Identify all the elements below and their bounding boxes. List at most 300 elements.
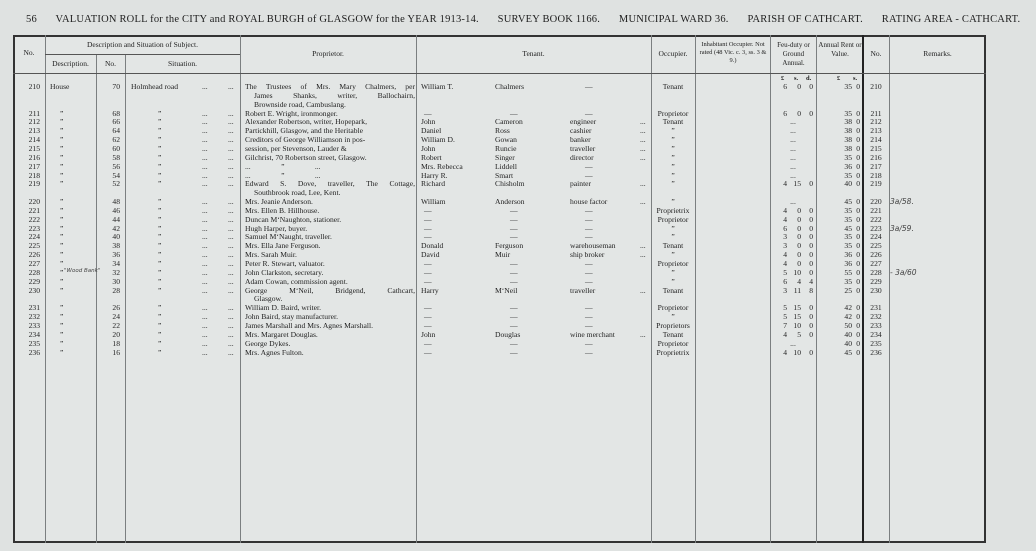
situation: ” — [158, 241, 162, 251]
feu-pounds: 5 — [783, 267, 787, 277]
tenant-surname: Runcie — [495, 143, 517, 153]
entry-number-right: 235 — [870, 338, 882, 348]
situation-dots: ... — [202, 82, 208, 91]
rent-pounds: 35 — [844, 241, 852, 251]
description: ” — [60, 197, 64, 207]
situation-dots: ... — [202, 126, 208, 136]
tenant-occupation: house factor — [570, 197, 608, 207]
situation-dots: ... — [228, 205, 234, 215]
entry-number-right: 214 — [870, 135, 882, 145]
tenant-first-name: Robert — [421, 152, 442, 162]
description: ” — [60, 232, 64, 242]
street-number: 36 — [112, 250, 120, 260]
feu-shillings: 11 — [793, 285, 801, 295]
feu-shillings: 15 — [793, 179, 801, 189]
entry-number-right: 218 — [870, 170, 882, 180]
feu-dots: ... — [790, 143, 796, 153]
tenant-first-name: — — [424, 320, 432, 330]
entry-number: 227 — [28, 259, 40, 268]
header-occupier: Occupier. — [658, 49, 688, 58]
rent-shillings: 0 — [856, 312, 860, 322]
rent-pounds: 35 — [844, 214, 852, 224]
tenant-first-name: — — [424, 223, 432, 233]
tenant-occupation: — — [585, 161, 593, 171]
column-rule — [889, 35, 890, 543]
feu-shillings: 5 — [797, 329, 801, 339]
rent-pounds: 35 — [844, 152, 852, 162]
street-number: 34 — [112, 259, 120, 268]
description: ” — [60, 276, 64, 286]
situation-dots: ... — [228, 347, 234, 357]
tenant-surname: Smart — [495, 170, 514, 180]
tenant-first-name: Donald — [421, 241, 444, 251]
street-number: 62 — [112, 135, 120, 145]
situation-dots: ... — [202, 312, 208, 322]
tenant-dots: ... — [640, 241, 646, 251]
occupier: ” — [671, 250, 675, 260]
rent-pounds: 50 — [844, 320, 852, 330]
description: ” — [60, 179, 64, 189]
tenant-first-name: Richard — [421, 179, 446, 189]
feu-pence: 8 — [809, 285, 813, 295]
feu-pounds: 4 — [783, 347, 787, 357]
proprietor-line: Brownside road, Cambuslang. — [254, 99, 346, 109]
feu-shillings: 10 — [793, 320, 801, 330]
description: House — [50, 82, 70, 91]
occupier: ” — [671, 232, 675, 242]
proprietor-line: Glasgow. — [254, 294, 283, 304]
entry-number: 216 — [28, 152, 40, 162]
tenant-occupation: ship broker — [570, 250, 605, 260]
proprietor-line: ... ” ... — [245, 170, 321, 180]
entry-number-right: 216 — [870, 152, 882, 162]
proprietor-line: John Baird, stay manufacturer. — [245, 312, 338, 322]
tenant-occupation: — — [585, 320, 593, 330]
situation: ” — [158, 232, 162, 242]
feu-pence: 0 — [809, 259, 813, 268]
situation: ” — [158, 303, 162, 313]
column-rule — [416, 35, 417, 543]
rent-pounds: 36 — [844, 259, 852, 268]
tenant-surname: — — [510, 276, 518, 286]
street-number: 70 — [112, 82, 120, 91]
occupier: ” — [671, 312, 675, 322]
rent-pounds: 40 — [844, 179, 852, 189]
parish: PARISH OF CATHCART. — [747, 14, 863, 25]
rent-pounds: 42 — [844, 303, 852, 313]
feu-pence: 0 — [809, 329, 813, 339]
entry-number-right: 226 — [870, 250, 882, 260]
rent-shillings: 0 — [856, 205, 860, 215]
street-number: 66 — [112, 117, 120, 127]
tenant-surname: — — [510, 312, 518, 322]
rent-shillings: 0 — [856, 214, 860, 224]
entry-number: 217 — [28, 161, 40, 171]
street-number: 26 — [112, 303, 120, 313]
rent-shillings: 0 — [856, 152, 860, 162]
feu-dots: ... — [790, 161, 796, 171]
rent-pounds: 45 — [844, 197, 852, 207]
entry-number-right: 215 — [870, 143, 882, 153]
feu-shillings: 15 — [793, 312, 801, 322]
situation: ” — [158, 338, 162, 348]
description: ” — [60, 117, 64, 127]
situation-dots: ... — [228, 179, 234, 189]
tenant-first-name: William T. — [421, 82, 454, 91]
entry-number: 234 — [28, 329, 40, 339]
situation-dots: ... — [202, 276, 208, 286]
situation-dots: ... — [228, 82, 234, 91]
street-number: 40 — [112, 232, 120, 242]
entry-number-right: 210 — [870, 82, 882, 91]
proprietor-line: The Trustees of Mrs. Mary Chalmers, per — [245, 82, 415, 91]
feu-dots: ... — [790, 152, 796, 162]
tenant-occupation: director — [570, 152, 594, 162]
description: ” — [60, 347, 64, 357]
situation-dots: ... — [228, 197, 234, 207]
feu-dots: ... — [790, 170, 796, 180]
proprietor-line: Mrs. Sarah Muir. — [245, 250, 297, 260]
tenant-first-name: Harry R. — [421, 170, 448, 180]
tenant-occupation: traveller — [570, 285, 596, 295]
tenant-dots: ... — [640, 197, 646, 207]
entry-number-right: 225 — [870, 241, 882, 251]
rent-shillings: 0 — [856, 170, 860, 180]
situation-dots: ... — [228, 329, 234, 339]
column-rule — [240, 35, 241, 543]
occupier: ” — [671, 143, 675, 153]
tenant-occupation: engineer — [570, 117, 597, 127]
feu-pence: 0 — [809, 347, 813, 357]
tenant-surname: Chalmers — [495, 82, 525, 91]
situation-dots: ... — [228, 126, 234, 136]
tenant-dots: ... — [640, 143, 646, 153]
tenant-first-name: John — [421, 329, 436, 339]
tenant-surname: — — [510, 259, 518, 268]
feu-shillings: 10 — [793, 267, 801, 277]
tenant-occupation: banker — [570, 135, 591, 145]
description: ” — [60, 285, 64, 295]
situation: ” — [158, 108, 162, 118]
entry-number: 236 — [28, 347, 40, 357]
rent-shillings: 0 — [856, 161, 860, 171]
street-number: 60 — [112, 143, 120, 153]
description: ” — [60, 303, 64, 313]
situation-dots: ... — [202, 320, 208, 330]
header-inhabitant-occupier: Inhabitant Occupier. Not rated (48 Vic. c. 3, ss. 3 & 9.) — [699, 41, 767, 64]
tenant-dots: ... — [640, 329, 646, 339]
entry-number: 221 — [28, 205, 40, 215]
tenant-dots: ... — [640, 126, 646, 136]
rating-area: RATING AREA - CATHCART. — [881, 14, 1021, 25]
tenant-occupation: — — [585, 276, 593, 286]
proprietor-line: session, per Stevenson, Lauder & — [245, 143, 347, 153]
description: ” — [60, 170, 64, 180]
occupier: Proprietor — [657, 214, 689, 224]
header-annual-rent: Annual Rent or Value. — [818, 41, 862, 58]
description: ” — [60, 223, 64, 233]
rent-shillings: 0 — [856, 197, 860, 207]
tenant-surname: Anderson — [495, 197, 525, 207]
tenant-dots: ... — [640, 285, 646, 295]
feu-pounds: 4 — [783, 250, 787, 260]
situation-dots: ... — [228, 232, 234, 242]
feu-pounds: 4 — [783, 329, 787, 339]
entry-number: 211 — [28, 108, 40, 118]
unit-pounds: £ — [837, 75, 841, 82]
tenant-surname: Cameron — [495, 117, 523, 127]
feu-pence: 0 — [809, 250, 813, 260]
tenant-occupation: — — [585, 232, 593, 242]
entry-number-right: 230 — [870, 285, 882, 295]
rent-pounds: 45 — [844, 223, 852, 233]
column-rule — [816, 35, 817, 543]
proprietor-line: Duncan M‘Naughton, stationer. — [245, 214, 342, 224]
feu-dots: ... — [790, 135, 796, 145]
description: ” — [60, 241, 64, 251]
situation-dots: ... — [228, 241, 234, 251]
entry-number-right: 228 — [870, 267, 882, 277]
situation-dots: ... — [228, 320, 234, 330]
feu-shillings: 0 — [797, 108, 801, 118]
description: ” — [60, 312, 64, 322]
street-number: 38 — [112, 241, 120, 251]
tenant-first-name: — — [424, 347, 432, 357]
situation-dots: ... — [202, 143, 208, 153]
tenant-surname: — — [510, 214, 518, 224]
description: ” — [60, 267, 64, 277]
street-number: 24 — [112, 312, 120, 322]
description: ” — [60, 320, 64, 330]
entry-number-right: 234 — [870, 329, 882, 339]
proprietor-line: Hugh Harper, buyer. — [245, 223, 308, 233]
occupier: Tenant — [662, 82, 684, 91]
tenant-occupation: — — [585, 303, 593, 313]
occupier: ” — [671, 135, 675, 145]
handwritten-remark: 3a/59. — [890, 223, 914, 233]
situation-dots: ... — [228, 223, 234, 233]
tenant-first-name: — — [424, 259, 432, 268]
description: ” — [60, 259, 64, 268]
situation-dots: ... — [228, 161, 234, 171]
feu-pounds: 7 — [783, 320, 787, 330]
handwritten-house-name: "Wood Bank" — [64, 267, 101, 274]
feu-pounds: 6 — [783, 108, 787, 118]
tenant-surname: Singer — [495, 152, 515, 162]
tenant-occupation: — — [585, 205, 593, 215]
handwritten-remark: - 3a/60 — [890, 267, 917, 277]
proprietor-line: James Shanks, writer, Ballochairn, — [254, 90, 415, 100]
situation-dots: ... — [228, 135, 234, 145]
situation-dots: ... — [202, 223, 208, 233]
situation-dots: ... — [202, 197, 208, 207]
tenant-occupation: — — [585, 338, 593, 348]
occupier: Tenant — [662, 241, 684, 251]
street-number: 48 — [112, 197, 120, 207]
rent-pounds: 35 — [844, 82, 852, 91]
rent-pounds: 38 — [844, 135, 852, 145]
proprietor-line: Partickhill, Glasgow, and the Heritable — [245, 126, 364, 136]
feu-pounds: 4 — [783, 259, 787, 268]
feu-pence: 4 — [809, 276, 813, 286]
rent-shillings: 0 — [856, 232, 860, 242]
column-rule — [695, 35, 696, 543]
feu-shillings: 0 — [797, 232, 801, 242]
rent-pounds: 38 — [844, 126, 852, 136]
rent-pounds: 35 — [844, 170, 852, 180]
proprietor-line: Robert E. Wright, ironmonger. — [245, 108, 338, 118]
tenant-first-name: — — [424, 267, 432, 277]
header-feu-duty: Feu-duty or Ground Annual. — [777, 41, 810, 67]
situation-dots: ... — [228, 250, 234, 260]
situation: ” — [158, 170, 162, 180]
feu-shillings: 10 — [793, 347, 801, 357]
situation-dots: ... — [202, 152, 208, 162]
tenant-surname: — — [510, 205, 518, 215]
tenant-surname: — — [510, 232, 518, 242]
proprietor-line: Creditors of George Williamson in pos- — [245, 135, 366, 145]
entry-number-right: 217 — [870, 161, 882, 171]
tenant-occupation: — — [585, 312, 593, 322]
tenant-surname: Chisholm — [495, 179, 525, 189]
situation-dots: ... — [228, 143, 234, 153]
street-number: 18 — [112, 338, 120, 348]
description: ” — [60, 329, 64, 339]
tenant-occupation: — — [585, 82, 593, 91]
tenant-surname: Muir — [495, 250, 511, 260]
feu-pence: 0 — [809, 205, 813, 215]
situation: ” — [158, 329, 162, 339]
situation-dots: ... — [202, 303, 208, 313]
rent-pounds: 45 — [844, 347, 852, 357]
situation-dots: ... — [202, 329, 208, 339]
description: ” — [60, 161, 64, 171]
entry-number: 225 — [28, 241, 40, 251]
feu-pounds: 5 — [783, 312, 787, 322]
header-number: No. — [104, 59, 117, 68]
rent-shillings: 0 — [856, 347, 860, 357]
rent-shillings: 0 — [856, 338, 860, 348]
tenant-occupation: — — [585, 223, 593, 233]
situation-dots: ... — [202, 205, 208, 215]
entry-number: 214 — [28, 135, 40, 145]
situation-dots: ... — [202, 117, 208, 127]
rent-pounds: 35 — [844, 205, 852, 215]
tenant-occupation: wine merchant — [570, 329, 615, 339]
rent-shillings: 0 — [856, 241, 860, 251]
occupier: ” — [671, 197, 675, 207]
situation: ” — [158, 285, 162, 295]
street-number: 64 — [112, 126, 120, 136]
situation: Holmhead road — [131, 82, 179, 91]
tenant-occupation: painter — [570, 179, 592, 189]
tenant-occupation: — — [585, 108, 593, 118]
header-situation: Situation. — [168, 59, 197, 68]
feu-pounds: 3 — [783, 285, 787, 295]
situation: ” — [158, 320, 162, 330]
entry-number: 210 — [28, 82, 40, 91]
situation-dots: ... — [202, 338, 208, 348]
entry-number-right: 221 — [870, 205, 882, 215]
situation: ” — [158, 214, 162, 224]
proprietor-line: Alexander Robertson, writer, Hopepark, — [245, 117, 368, 127]
tenant-first-name: — — [424, 205, 432, 215]
street-number: 16 — [112, 347, 120, 357]
occupier: ” — [671, 161, 675, 171]
entry-number: 222 — [28, 214, 40, 224]
entry-number-right: 229 — [870, 276, 882, 286]
proprietor-line: Mrs. Ellen B. Hillhouse. — [245, 205, 320, 215]
proprietor-line: George M‘Neil, Bridgend, Cathcart, — [245, 285, 415, 295]
tenant-surname: — — [510, 108, 518, 118]
street-number: 28 — [112, 285, 120, 295]
proprietor-line: Peter R. Stewart, valuator. — [245, 259, 325, 268]
tenant-first-name: Daniel — [421, 126, 442, 136]
feu-pence: 0 — [809, 223, 813, 233]
feu-pounds: 4 — [783, 214, 787, 224]
street-number: 20 — [112, 329, 120, 339]
entry-number-right: 213 — [870, 126, 882, 136]
tenant-surname: Ferguson — [495, 241, 524, 251]
tenant-surname: — — [510, 267, 518, 277]
entry-number-right: 233 — [870, 320, 882, 330]
feu-shillings: 4 — [797, 276, 801, 286]
situation-dots: ... — [228, 214, 234, 224]
entry-number-right: 220 — [870, 197, 882, 207]
rent-pounds: 36 — [844, 161, 852, 171]
occupier: Proprietrix — [656, 347, 690, 357]
situation-dots: ... — [228, 303, 234, 313]
description: ” — [60, 152, 64, 162]
situation-dots: ... — [228, 117, 234, 127]
unit-shillings: s. — [853, 75, 858, 82]
situation: ” — [158, 117, 162, 127]
description: ” — [60, 338, 64, 348]
entry-number: 229 — [28, 276, 40, 286]
tenant-occupation: cashier — [570, 126, 592, 136]
rent-shillings: 0 — [856, 320, 860, 330]
tenant-dots: ... — [640, 250, 646, 260]
proprietor-line: ... ” ... — [245, 161, 321, 171]
entry-number: 219 — [28, 179, 40, 189]
tenant-occupation: — — [585, 347, 593, 357]
tenant-surname: Douglas — [495, 329, 521, 339]
situation: ” — [158, 197, 162, 207]
description: ” — [60, 214, 64, 224]
feu-pence: 0 — [809, 232, 813, 242]
situation-dots: ... — [202, 161, 208, 171]
street-number: 68 — [112, 108, 120, 118]
rent-pounds: 35 — [844, 232, 852, 242]
entry-number-right: 232 — [870, 312, 882, 322]
feu-shillings: 0 — [797, 205, 801, 215]
header-remarks: Remarks. — [923, 49, 952, 58]
occupier: ” — [671, 267, 675, 277]
entry-number-right: 231 — [870, 303, 882, 313]
header-description-group: Description and Situation of Subject. — [86, 40, 199, 49]
occupier: Proprietrix — [656, 205, 690, 215]
street-number: 30 — [112, 276, 120, 286]
rent-shillings: 0 — [856, 259, 860, 268]
tenant-surname: — — [510, 303, 518, 313]
header-proprietor: Proprietor. — [312, 49, 344, 58]
street-number: 44 — [112, 214, 120, 224]
feu-pence: 0 — [809, 108, 813, 118]
tenant-first-name: — — [424, 232, 432, 242]
entry-number-right: 212 — [870, 117, 882, 127]
occupier: Proprietor — [657, 108, 689, 118]
entry-number: 215 — [28, 143, 40, 153]
